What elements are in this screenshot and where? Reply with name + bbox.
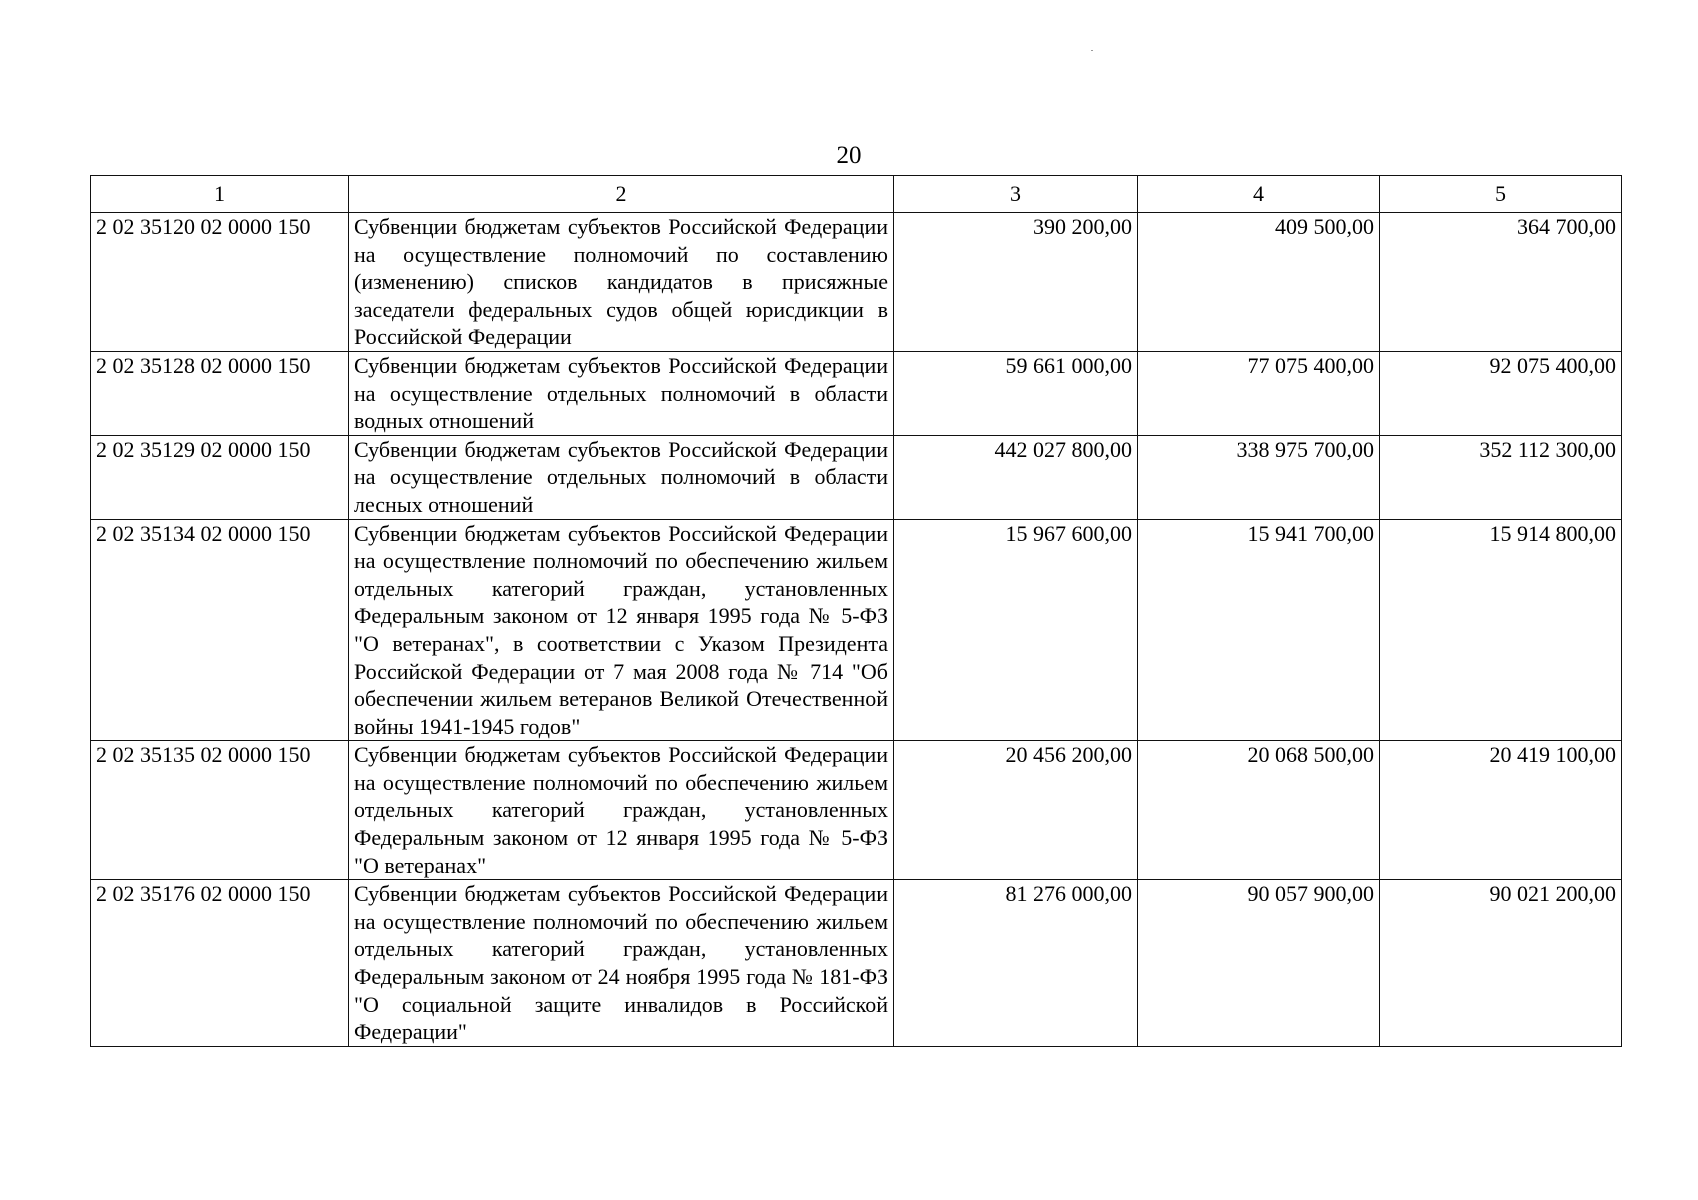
budget-code: 2 02 35134 02 0000 150 (91, 519, 349, 741)
description: Субвенции бюджетам субъектов Российской Федерации на осуществление полномочий по обеспечению жильем отдельных категорий граждан, установленных Федеральным законом от 12 января 1995 года № 5-ФЗ "О ветеранах" (349, 741, 894, 880)
amount-col-3: 59 661 000,00 (894, 351, 1138, 435)
header-col-2: 2 (349, 176, 894, 213)
table-row (91, 435, 1622, 519)
amount-col-3: 442 027 800,00 (894, 435, 1138, 519)
amount-col-4: 338 975 700,00 (1138, 435, 1380, 519)
budget-table (90, 175, 1622, 1047)
amount-col-3: 20 456 200,00 (894, 741, 1138, 880)
table-row (91, 880, 1622, 1047)
amount-col-5: 92 075 400,00 (1380, 351, 1622, 435)
header-col-5: 5 (1380, 176, 1622, 213)
page-number: 20 (836, 142, 862, 169)
amount-col-5: 15 914 800,00 (1380, 519, 1622, 741)
header-col-1: 1 (91, 176, 349, 213)
table-row (91, 519, 1622, 741)
amount-col-3: 81 276 000,00 (894, 880, 1138, 1047)
amount-col-4: 77 075 400,00 (1138, 351, 1380, 435)
description: Субвенции бюджетам субъектов Российской Федерации на осуществление полномочий по составлению (изменению) списков кандидатов в присяжные заседатели федеральных судов общей юрисдикции в Российской Федерации (349, 213, 894, 352)
description: Субвенции бюджетам субъектов Российской Федерации на осуществление отдельных полномочий в области лесных отношений (349, 435, 894, 519)
description: Субвенции бюджетам субъектов Российской Федерации на осуществление полномочий по обеспечению жильем отдельных категорий граждан, установленных Федеральным законом от 24 ноября 1995 года № 181-ФЗ "О социальной защите инвалидов в Российской Федерации" (349, 880, 894, 1047)
scan-speck (1091, 50, 1093, 51)
amount-col-4: 409 500,00 (1138, 213, 1380, 352)
amount-col-4: 90 057 900,00 (1138, 880, 1380, 1047)
amount-col-4: 15 941 700,00 (1138, 519, 1380, 741)
header-row (91, 176, 1622, 213)
budget-code: 2 02 35120 02 0000 150 (91, 213, 349, 352)
amount-col-4: 20 068 500,00 (1138, 741, 1380, 880)
amount-col-5: 90 021 200,00 (1380, 880, 1622, 1047)
description: Субвенции бюджетам субъектов Российской Федерации на осуществление отдельных полномочий в области водных отношений (349, 351, 894, 435)
budget-code: 2 02 35176 02 0000 150 (91, 880, 349, 1047)
amount-col-3: 15 967 600,00 (894, 519, 1138, 741)
header-col-3: 3 (894, 176, 1138, 213)
budget-code: 2 02 35129 02 0000 150 (91, 435, 349, 519)
table-row (91, 741, 1622, 880)
table-body (91, 213, 1622, 1047)
header-col-4: 4 (1138, 176, 1380, 213)
amount-col-5: 352 112 300,00 (1380, 435, 1622, 519)
amount-col-5: 20 419 100,00 (1380, 741, 1622, 880)
table-header (91, 176, 1622, 213)
budget-code: 2 02 35135 02 0000 150 (91, 741, 349, 880)
amount-col-3: 390 200,00 (894, 213, 1138, 352)
description: Субвенции бюджетам субъектов Российской Федерации на осуществление полномочий по обеспечению жильем отдельных категорий граждан, установленных Федеральным законом от 12 января 1995 года № 5-ФЗ "О ветеранах", в соответствии с Указом Президента Российской Федерации от 7 мая 2008 года № 714 "Об обеспечении жильем ветеранов Великой Отечественной войны 1941-1945 годов" (349, 519, 894, 741)
budget-code: 2 02 35128 02 0000 150 (91, 351, 349, 435)
table-row (91, 351, 1622, 435)
amount-col-5: 364 700,00 (1380, 213, 1622, 352)
table-row (91, 213, 1622, 352)
